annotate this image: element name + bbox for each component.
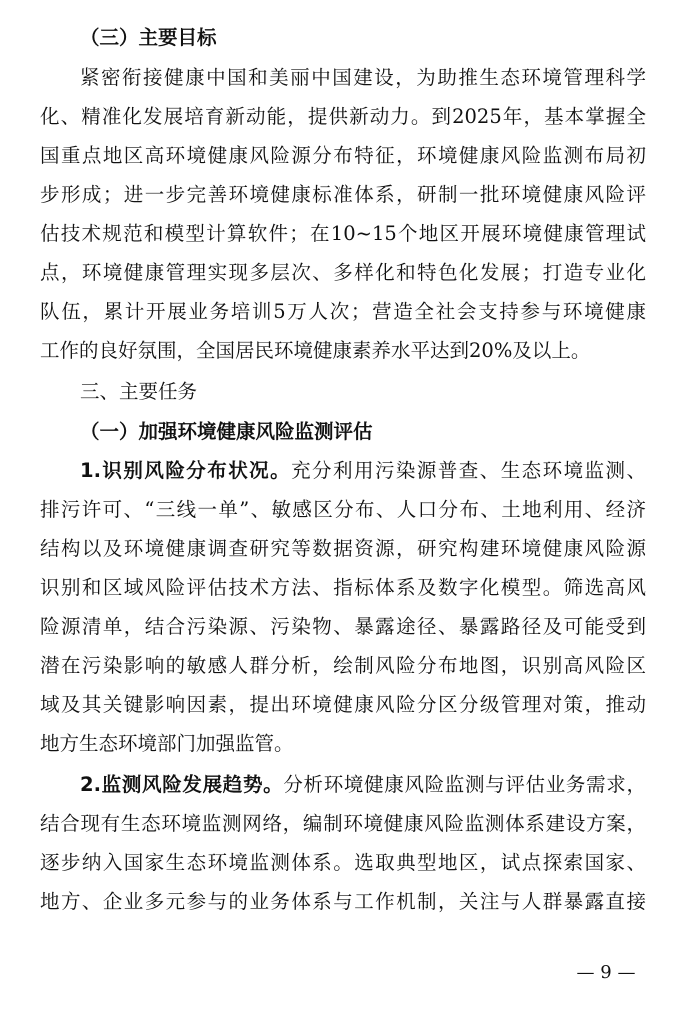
paragraph-line: 国重点地区高环境健康风险源分布特征，环境健康风险监测布局初 [40,144,646,167]
paragraph-line: 步形成；进一步完善环境健康标准体系，研制一批环境健康风险评 [40,183,646,206]
item1-first-line [80,452,646,490]
paragraph-line: 点，环境健康管理实现多层次、多样化和特色化发展；打造专业化 [40,261,646,284]
paragraph-line: 识别和区域风险评估技术方法、指标体系及数字化模型。筛选高风 [40,576,646,599]
page-number: — 9 — [576,962,636,983]
paragraph-line: 化、精准化发展培育新动能，提供新动力。到2025年，基本掌握全 [40,105,646,128]
item1-first-line-text: 充分利用污染源普查、生态环境监测、 [291,459,646,482]
subsection-heading-monitoring: （一）加强环境健康风险监测评估 [80,420,373,443]
section-heading-main-tasks: 三、主要任务 [80,380,198,403]
paragraph-line: 结合现有生态环境监测网络，编制环境健康风险监测体系建设方案， [40,812,646,835]
paragraph-line: 潜在污染影响的敏感人群分析，绘制风险分布地图，识别高风险区 [40,654,646,677]
section-heading-main-goals: （三）主要目标 [80,26,217,49]
item2-first-line [80,766,646,804]
paragraph-line: 地方生态环境部门加强监管。 [40,732,294,755]
paragraph-line: 结构以及环境健康调查研究等数据资源，研究构建环境健康风险源 [40,537,646,560]
paragraph-line: 排污许可、“三线一单”、敏感区分布、人口分布、土地利用、经济 [40,498,646,521]
item2-lead: 2.监测风险发展趋势。 [80,773,284,796]
paragraph-line: 紧密衔接健康中国和美丽中国建设，为助推生态环境管理科学 [80,66,646,89]
paragraph-line: 工作的良好氛围，全国居民环境健康素养水平达到20%及以上。 [40,339,591,362]
paragraph-line: 险源清单，结合污染源、污染物、暴露途径、暴露路径及可能受到 [40,615,646,638]
item1-lead: 1.识别风险分布状况。 [80,459,292,482]
paragraph-line: 估技术规范和模型计算软件；在10~15个地区开展环境健康管理试 [40,222,646,245]
paragraph-line: 队伍，累计开展业务培训5万人次；营造全社会支持参与环境健康 [40,300,646,323]
paragraph-line: 域及其关键影响因素，提出环境健康风险分区分级管理对策，推动 [40,693,646,716]
paragraph-line: 逐步纳入国家生态环境监测体系。选取典型地区，试点探索国家、 [40,851,646,874]
item2-first-line-text: 分析环境健康风险监测与评估业务需求， [283,773,646,796]
paragraph-line: 地方、企业多元参与的业务体系与工作机制，关注与人群暴露直接 [40,890,646,913]
